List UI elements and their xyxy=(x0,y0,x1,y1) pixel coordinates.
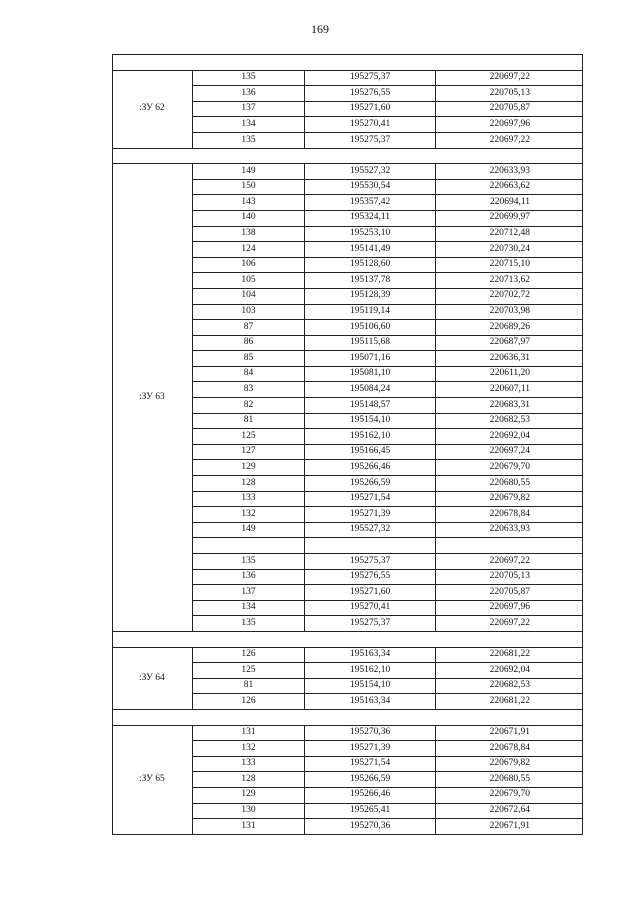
point-number: 106 xyxy=(193,257,305,273)
separator-row xyxy=(113,709,583,725)
y-coordinate: 220705,87 xyxy=(436,101,583,117)
y-coordinate: 220703,98 xyxy=(436,304,583,320)
y-coordinate: 220697,22 xyxy=(436,554,583,570)
point-number: 135 xyxy=(193,132,305,148)
y-coordinate: 220697,22 xyxy=(436,132,583,148)
separator-row xyxy=(113,631,583,647)
x-coordinate: 195271,39 xyxy=(305,507,436,523)
x-coordinate: 195148,57 xyxy=(305,398,436,414)
point-number: 81 xyxy=(193,413,305,429)
y-coordinate: 220692,04 xyxy=(436,429,583,445)
y-coordinate: 220663,62 xyxy=(436,179,583,195)
y-coordinate: 220679,70 xyxy=(436,460,583,476)
y-coordinate: 220672,64 xyxy=(436,803,583,819)
y-coordinate: 220633,93 xyxy=(436,164,583,180)
y-coordinate: 220692,04 xyxy=(436,663,583,679)
x-coordinate: 195141,49 xyxy=(305,242,436,258)
point-number: 140 xyxy=(193,210,305,226)
point-number: 130 xyxy=(193,803,305,819)
x-coordinate: 195271,60 xyxy=(305,585,436,601)
y-coordinate: 220715,10 xyxy=(436,257,583,273)
point-number: 84 xyxy=(193,366,305,382)
x-coordinate: 195270,41 xyxy=(305,600,436,616)
table-row xyxy=(113,70,583,86)
table-row xyxy=(113,725,583,741)
y-coordinate: 220607,11 xyxy=(436,382,583,398)
y-coordinate: 220636,31 xyxy=(436,351,583,367)
x-coordinate: 195137,78 xyxy=(305,273,436,289)
point-number: 104 xyxy=(193,288,305,304)
point-number: 136 xyxy=(193,86,305,102)
point-number: 143 xyxy=(193,195,305,211)
y-coordinate: 220697,96 xyxy=(436,600,583,616)
y-coordinate: 220679,82 xyxy=(436,756,583,772)
x-coordinate: 195275,37 xyxy=(305,616,436,632)
y-coordinate: 220671,91 xyxy=(436,725,583,741)
parcel-label: :ЗУ 64 xyxy=(113,647,193,709)
y-coordinate: 220611,20 xyxy=(436,366,583,382)
x-coordinate: 195266,59 xyxy=(305,772,436,788)
y-coordinate: 220678,84 xyxy=(436,507,583,523)
x-coordinate: 195265,41 xyxy=(305,803,436,819)
table-row xyxy=(113,164,583,180)
x-coordinate: 195270,41 xyxy=(305,117,436,133)
y-coordinate: 220697,22 xyxy=(436,70,583,86)
y-coordinate: 220702,72 xyxy=(436,288,583,304)
x-coordinate: 195275,37 xyxy=(305,554,436,570)
y-coordinate: 220682,53 xyxy=(436,413,583,429)
point-number: 129 xyxy=(193,460,305,476)
point-number: 135 xyxy=(193,70,305,86)
x-coordinate: 195275,37 xyxy=(305,132,436,148)
point-number: 150 xyxy=(193,179,305,195)
x-coordinate: 195275,37 xyxy=(305,70,436,86)
separator-row xyxy=(113,55,583,71)
point-number: 128 xyxy=(193,476,305,492)
x-coordinate: 195527,32 xyxy=(305,522,436,538)
table-row xyxy=(113,647,583,663)
y-coordinate: 220712,48 xyxy=(436,226,583,242)
separator-row xyxy=(113,148,583,164)
separator-cell xyxy=(113,55,583,71)
x-coordinate: 195154,10 xyxy=(305,413,436,429)
point-number: 85 xyxy=(193,351,305,367)
x-coordinate: 195530,54 xyxy=(305,179,436,195)
x-coordinate: 195163,34 xyxy=(305,647,436,663)
point-number: 138 xyxy=(193,226,305,242)
point-number: 135 xyxy=(193,616,305,632)
point-number: 134 xyxy=(193,600,305,616)
point-number: 136 xyxy=(193,569,305,585)
x-coordinate: 195270,36 xyxy=(305,725,436,741)
y-coordinate: 220697,96 xyxy=(436,117,583,133)
x-coordinate: 195527,32 xyxy=(305,164,436,180)
point-number: 126 xyxy=(193,694,305,710)
y-coordinate: 220682,53 xyxy=(436,678,583,694)
y-coordinate: 220687,97 xyxy=(436,335,583,351)
x-coordinate: 195266,46 xyxy=(305,787,436,803)
point-number: 87 xyxy=(193,320,305,336)
y-coordinate: 220633,93 xyxy=(436,522,583,538)
parcel-label: :ЗУ 63 xyxy=(113,164,193,632)
point-number: 82 xyxy=(193,398,305,414)
y-coordinate: 220699,97 xyxy=(436,210,583,226)
point-number: 132 xyxy=(193,741,305,757)
point-number: 81 xyxy=(193,678,305,694)
x-coordinate: 195324,11 xyxy=(305,210,436,226)
point-number: 125 xyxy=(193,429,305,445)
coordinates-table-body xyxy=(113,55,583,835)
y-coordinate: 220681,22 xyxy=(436,647,583,663)
point-number: 83 xyxy=(193,382,305,398)
point-number: 129 xyxy=(193,787,305,803)
y-coordinate: 220679,70 xyxy=(436,787,583,803)
x-coordinate: 195266,59 xyxy=(305,476,436,492)
x-coordinate: 195119,14 xyxy=(305,304,436,320)
separator-cell xyxy=(113,148,583,164)
blank-cell xyxy=(193,538,305,554)
point-number: 126 xyxy=(193,647,305,663)
x-coordinate: 195166,45 xyxy=(305,444,436,460)
x-coordinate: 195163,34 xyxy=(305,694,436,710)
x-coordinate: 195084,24 xyxy=(305,382,436,398)
point-number: 131 xyxy=(193,725,305,741)
y-coordinate: 220730,24 xyxy=(436,242,583,258)
point-number: 133 xyxy=(193,491,305,507)
x-coordinate: 195253,10 xyxy=(305,226,436,242)
separator-cell xyxy=(113,709,583,725)
point-number: 124 xyxy=(193,242,305,258)
y-coordinate: 220679,82 xyxy=(436,491,583,507)
x-coordinate: 195071,16 xyxy=(305,351,436,367)
x-coordinate: 195154,10 xyxy=(305,678,436,694)
x-coordinate: 195276,55 xyxy=(305,86,436,102)
x-coordinate: 195271,54 xyxy=(305,756,436,772)
separator-cell xyxy=(113,631,583,647)
x-coordinate: 195271,54 xyxy=(305,491,436,507)
y-coordinate: 220678,84 xyxy=(436,741,583,757)
x-coordinate: 195270,36 xyxy=(305,819,436,835)
point-number: 103 xyxy=(193,304,305,320)
x-coordinate: 195266,46 xyxy=(305,460,436,476)
parcel-label: :ЗУ 62 xyxy=(113,70,193,148)
y-coordinate: 220697,22 xyxy=(436,616,583,632)
point-number: 105 xyxy=(193,273,305,289)
y-coordinate: 220671,91 xyxy=(436,819,583,835)
y-coordinate: 220683,31 xyxy=(436,398,583,414)
x-coordinate: 195128,60 xyxy=(305,257,436,273)
point-number: 127 xyxy=(193,444,305,460)
y-coordinate: 220705,13 xyxy=(436,86,583,102)
x-coordinate: 195276,55 xyxy=(305,569,436,585)
point-number: 128 xyxy=(193,772,305,788)
y-coordinate: 220705,13 xyxy=(436,569,583,585)
page-number: 169 xyxy=(311,22,329,36)
point-number: 133 xyxy=(193,756,305,772)
x-coordinate: 195271,60 xyxy=(305,101,436,117)
y-coordinate: 220681,22 xyxy=(436,694,583,710)
y-coordinate: 220705,87 xyxy=(436,585,583,601)
x-coordinate: 195162,10 xyxy=(305,663,436,679)
x-coordinate: 195081,10 xyxy=(305,366,436,382)
y-coordinate: 220713,62 xyxy=(436,273,583,289)
y-coordinate: 220689,26 xyxy=(436,320,583,336)
x-coordinate: 195162,10 xyxy=(305,429,436,445)
point-number: 149 xyxy=(193,164,305,180)
y-coordinate: 220680,55 xyxy=(436,772,583,788)
x-coordinate: 195271,39 xyxy=(305,741,436,757)
point-number: 132 xyxy=(193,507,305,523)
x-coordinate: 195128,39 xyxy=(305,288,436,304)
y-coordinate: 220680,55 xyxy=(436,476,583,492)
x-coordinate: 195357,42 xyxy=(305,195,436,211)
point-number: 131 xyxy=(193,819,305,835)
parcel-label: :ЗУ 65 xyxy=(113,725,193,834)
y-coordinate: 220697,24 xyxy=(436,444,583,460)
x-coordinate: 195106,60 xyxy=(305,320,436,336)
point-number: 137 xyxy=(193,101,305,117)
point-number: 125 xyxy=(193,663,305,679)
point-number: 86 xyxy=(193,335,305,351)
x-coordinate: 195115,68 xyxy=(305,335,436,351)
coordinates-table xyxy=(112,54,583,835)
point-number: 134 xyxy=(193,117,305,133)
blank-cell xyxy=(305,538,436,554)
point-number: 149 xyxy=(193,522,305,538)
point-number: 137 xyxy=(193,585,305,601)
y-coordinate: 220694,11 xyxy=(436,195,583,211)
point-number: 135 xyxy=(193,554,305,570)
blank-cell xyxy=(436,538,583,554)
